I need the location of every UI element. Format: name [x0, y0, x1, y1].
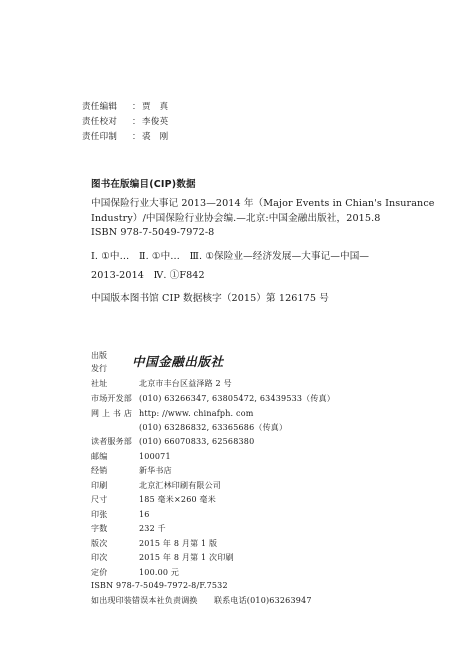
publisher-row — [91, 378, 232, 389]
proofreader-label: 责任校对 — [82, 117, 118, 127]
row-value: (010) 63286832, 63365686（传真） — [139, 423, 288, 432]
publisher-row — [91, 451, 171, 462]
publisher-name: 中国金融出版社 — [132, 354, 224, 369]
row-label: 市场开发部 — [91, 394, 132, 403]
publisher-row — [91, 393, 335, 404]
proofreader-row — [82, 115, 168, 127]
print-supervisor-name: 裘 刚 — [142, 132, 169, 142]
row-value: (010) 66070833, 62568380 — [139, 437, 255, 446]
publisher-row — [91, 408, 254, 419]
row-label: 经销 — [91, 466, 108, 475]
publisher-row — [91, 552, 234, 563]
publisher-isbn: ISBN 978-7-5049-7972-8/F.7532 — [91, 581, 228, 590]
editor-colon: ： — [132, 102, 141, 112]
proofreader-colon: ： — [132, 117, 141, 127]
row-label: 版次 — [91, 539, 108, 548]
row-label: 尺寸 — [91, 495, 108, 504]
editor-row — [82, 100, 168, 112]
cip-heading: 图书在版编目(CIP)数据 — [91, 179, 196, 190]
editor-name: 贾 真 — [142, 102, 169, 112]
print-supervisor-label: 责任印制 — [82, 132, 118, 142]
row-label: 读者服务部 — [91, 437, 132, 446]
cip-isbn: ISBN 978-7-5049-7972-8 — [91, 227, 215, 238]
row-label: 印张 — [91, 510, 108, 519]
proofreader-name: 李俊英 — [142, 117, 169, 127]
row-value: 100.00 元 — [139, 568, 180, 577]
publisher-row — [91, 509, 150, 520]
row-label: 印次 — [91, 553, 108, 562]
row-value: 2015 年 8 月第 1 次印刷 — [139, 553, 234, 562]
row-label: 定价 — [91, 568, 108, 577]
row-label: 印刷 — [91, 481, 108, 490]
publisher-row — [91, 494, 216, 505]
publisher-row — [91, 523, 166, 534]
publisher-row — [91, 465, 172, 476]
row-label: 网 上 书 店 — [91, 409, 133, 418]
row-value: 2015 年 8 月第 1 版 — [139, 539, 218, 548]
print-supervisor-colon: ： — [132, 132, 141, 142]
cip-title-line-2: Industry）/中国保险行业协会编.—北京:中国金融出版社，2015.8 — [91, 213, 381, 224]
row-value: 185 毫米×260 毫米 — [139, 495, 216, 504]
editor-label: 责任编辑 — [82, 102, 118, 112]
row-label: 字数 — [91, 524, 108, 533]
row-value: (010) 63266347, 63805472, 63439533（传真） — [139, 394, 335, 403]
row-label: 社址 — [91, 379, 108, 388]
row-value: 100071 — [139, 452, 171, 461]
cip-title-line: 中国保险行业大事记 2013—2014 年（Major Events in Chian's Insurance — [91, 198, 435, 209]
publisher-label-bottom: 发行 — [91, 364, 107, 373]
row-value: 北京市丰台区益泽路 2 号 — [139, 379, 232, 388]
row-value: 232 千 — [139, 524, 166, 533]
publisher-row — [91, 538, 217, 549]
print-supervisor-row — [82, 130, 168, 142]
cip-classification-2: 2013-2014 Ⅳ. ①F842 — [91, 270, 205, 281]
publisher-label — [91, 349, 107, 375]
row-value: http: //www. chinafph. com — [139, 409, 254, 418]
row-value: 16 — [139, 510, 150, 519]
publisher-label-top: 出版 — [91, 351, 107, 360]
publisher-row — [91, 480, 221, 491]
publisher-row — [91, 567, 179, 578]
cip-record-number: 中国版本图书馆 CIP 数据核字（2015）第 126175 号 — [91, 293, 329, 304]
cip-classification: Ⅰ. ①中… Ⅱ. ①中… Ⅲ. ①保险业—经济发展—大事记—中国— — [91, 251, 370, 262]
row-value: 北京汇林印刷有限公司 — [139, 481, 221, 490]
publisher-notice: 如出现印装错误本社负责调换 联系电话(010)63263947 — [91, 596, 312, 605]
row-value: 新华书店 — [139, 466, 172, 475]
publisher-row — [91, 436, 254, 447]
row-label: 邮编 — [91, 452, 108, 461]
